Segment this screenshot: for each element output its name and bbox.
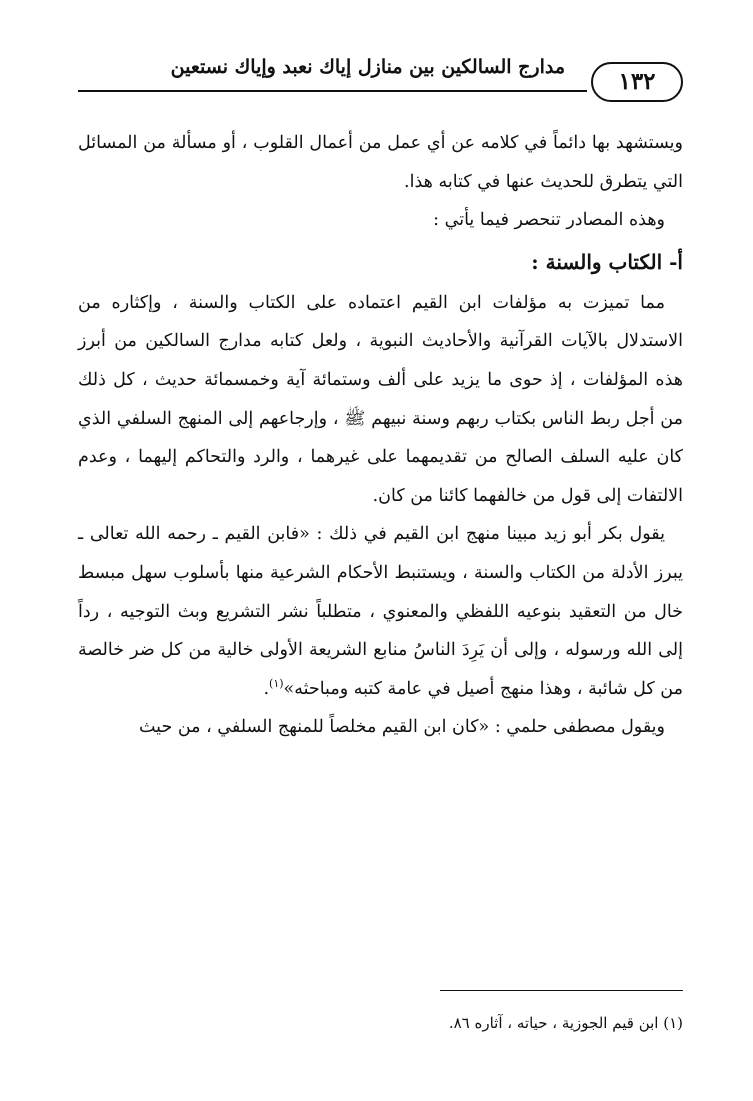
quote-text: يقول بكر أبو زيد مبينا منهج ابن القيم في ذلك : «فابن القيم ـ رحمه الله تعالى ـ يبرز الأدلة من الكتاب والسنة ، ويستنبط الأحكام الشرعية منها بأسلوب سهل مبسط خال من التعقيد بنوعيه اللفظي والمعنوي ، متطلباً نشر التشريع وبث التوجيه ، رداً إلى الله ورسوله ، وإلى أن يَرِدَ الناسُ منابع الشريعة الأولى خالية من كل ضر خالصة من كل شائبة ، وهذا منهج أصيل في عامة كتبه ومباحثه» bbox=[78, 524, 683, 699]
paragraph-4 bbox=[78, 515, 683, 708]
paragraph-2: وهذه المصادر تنحصر فيما يأتي : bbox=[433, 210, 665, 231]
paragraph-3: مما تميزت به مؤلفات ابن القيم اعتماده على الكتاب والسنة ، وإكثاره من الاستدلال بالآيات القرآنية والأحاديث النبوية ، ولعل كتابه مدارج السالكين من أبرز هذه المؤلفات ، إذ حوى ما يزيد على ألف وستمائة آية وخمسمائة حديث ، كل ذلك من أجل ربط الناس بكتاب ربهم وسنة نبيهم ﷺ ، وإرجاعهم إلى المنهج السلفي الذي كان عليه السلف الصالح من تقديمهما على غيرهما ، والرد والتحاكم إليهما ، وعدم الالتفات إلى قول من خالفهما كائنا من كان. bbox=[78, 292, 683, 506]
book-title: مدارج السالكين بين منازل إياك نعبد وإياك نستعين bbox=[170, 56, 565, 78]
header-rule bbox=[78, 90, 587, 92]
paragraph-1: ويستشهد بها دائماً في كلامه عن أي عمل من أعمال القلوب ، أو مسألة من المسائل التي يتطرق للحديث عنها في كتابه هذا. bbox=[78, 133, 683, 192]
page-number: ١٣٢ bbox=[591, 62, 683, 102]
quote-period: . bbox=[263, 678, 270, 699]
footnote-reference: (١) bbox=[269, 676, 284, 690]
running-header bbox=[78, 52, 683, 95]
footnote-separator bbox=[440, 990, 683, 991]
body-text bbox=[78, 124, 683, 747]
footnote: (١) ابن قيم الجوزية ، حياته ، آثاره ٨٦. bbox=[448, 1014, 683, 1032]
section-heading: أ- الكتاب والسنة : bbox=[531, 249, 683, 274]
paragraph-5: ويقول مصطفى حلمي : «كان ابن القيم مخلصاً للمنهج السلفي ، من حيث bbox=[138, 717, 665, 738]
